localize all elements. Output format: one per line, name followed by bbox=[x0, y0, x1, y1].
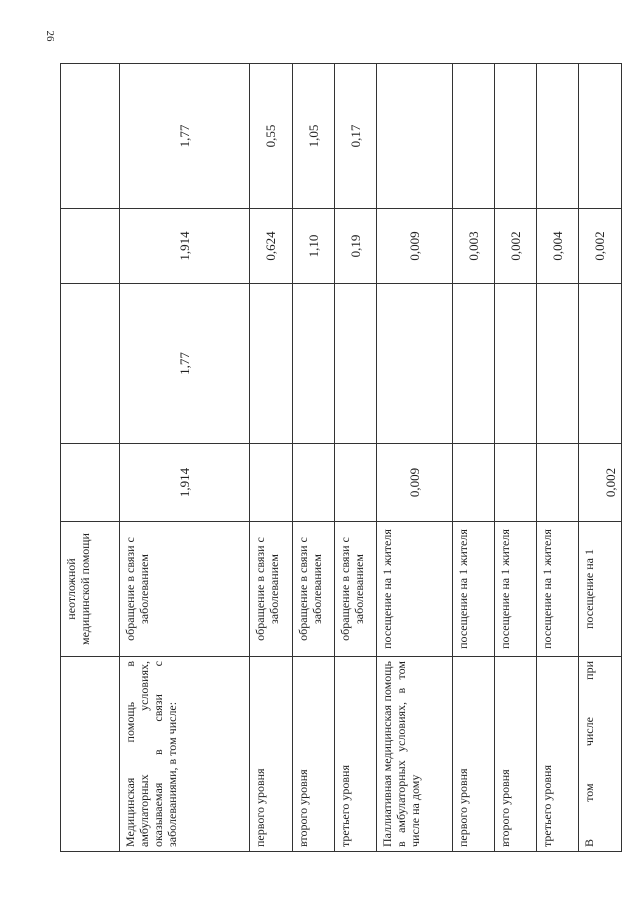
cell-value bbox=[377, 284, 453, 444]
cell-value: 1,10 bbox=[293, 209, 335, 284]
table-row bbox=[579, 64, 622, 852]
cell-name: В том числе при bbox=[579, 657, 622, 852]
cell-name: второго уровня bbox=[293, 657, 335, 852]
cell-value bbox=[293, 284, 335, 444]
cell-empty bbox=[61, 444, 120, 522]
cell-unit: посещение на 1 жителя bbox=[537, 522, 579, 657]
cell-value: 0,55 bbox=[250, 64, 293, 209]
cell-value: 0,002 bbox=[495, 209, 537, 284]
cell-value bbox=[579, 64, 622, 209]
cell-unit: посещение на 1 жителя bbox=[377, 522, 453, 657]
cell-unit: обращение в связи с заболеванием bbox=[250, 522, 293, 657]
cell-unit: обращение в связи с заболеванием bbox=[293, 522, 335, 657]
cell-unit: посещение на 1 bbox=[579, 522, 622, 657]
page-number: 26 bbox=[44, 30, 56, 42]
cell-value: 0,002 bbox=[579, 444, 622, 522]
cell-value: 0,624 bbox=[250, 209, 293, 284]
cell-value bbox=[537, 444, 579, 522]
cell-value: 1,914 bbox=[120, 444, 250, 522]
table-row bbox=[537, 64, 579, 852]
table-row bbox=[453, 64, 495, 852]
cell-value bbox=[250, 284, 293, 444]
cell-value: 0,004 bbox=[537, 209, 579, 284]
cell-value: 1,05 bbox=[293, 64, 335, 209]
table-row bbox=[120, 64, 250, 852]
cell-value bbox=[537, 284, 579, 444]
cell-name: третьего уровня bbox=[335, 657, 377, 852]
cell-value: 1,77 bbox=[120, 64, 250, 209]
cell-value: 0,002 bbox=[579, 209, 622, 284]
cell-unit: посещение на 1 жителя bbox=[495, 522, 537, 657]
cell-name: первого уровня bbox=[250, 657, 293, 852]
cell-name: третьего уровня bbox=[537, 657, 579, 852]
norms-table bbox=[60, 63, 622, 852]
table-row bbox=[377, 64, 453, 852]
cell-value bbox=[453, 64, 495, 209]
table-row bbox=[335, 64, 377, 852]
cell-value bbox=[495, 64, 537, 209]
cell-empty bbox=[61, 209, 120, 284]
cell-name: второго уровня bbox=[495, 657, 537, 852]
cell-value bbox=[453, 284, 495, 444]
cell-value: 0,19 bbox=[335, 209, 377, 284]
cell-header-unit: неотложной медицинской помощи bbox=[61, 522, 120, 657]
cell-value bbox=[537, 64, 579, 209]
cell-empty bbox=[61, 284, 120, 444]
cell-value bbox=[377, 64, 453, 209]
cell-name: Медицинская помощь в амбулаторных условиях, оказываемая в связи с заболеваниями, в том числе: bbox=[120, 657, 250, 852]
cell-value bbox=[453, 444, 495, 522]
table-row-header bbox=[61, 64, 120, 852]
cell-empty bbox=[61, 657, 120, 852]
cell-name: первого уровня bbox=[453, 657, 495, 852]
cell-empty bbox=[61, 64, 120, 209]
cell-unit: обращение в связи с заболеванием bbox=[120, 522, 250, 657]
cell-value: 1,914 bbox=[120, 209, 250, 284]
cell-value bbox=[579, 284, 622, 444]
cell-value bbox=[495, 284, 537, 444]
rotated-table-container bbox=[60, 64, 618, 852]
cell-value bbox=[293, 444, 335, 522]
cell-name: Паллиативная медицинская помощь в амбулаторных условиях, в том числе на дому bbox=[377, 657, 453, 852]
cell-value bbox=[335, 444, 377, 522]
cell-value: 1,77 bbox=[120, 284, 250, 444]
cell-value: 0,009 bbox=[377, 209, 453, 284]
cell-unit: обращение в связи с заболеванием bbox=[335, 522, 377, 657]
cell-unit: посещение на 1 жителя bbox=[453, 522, 495, 657]
table-row bbox=[495, 64, 537, 852]
cell-value: 0,17 bbox=[335, 64, 377, 209]
cell-value: 0,003 bbox=[453, 209, 495, 284]
table-row bbox=[250, 64, 293, 852]
cell-value: 0,009 bbox=[377, 444, 453, 522]
cell-value bbox=[335, 284, 377, 444]
cell-value bbox=[250, 444, 293, 522]
table-row bbox=[293, 64, 335, 852]
cell-value bbox=[495, 444, 537, 522]
